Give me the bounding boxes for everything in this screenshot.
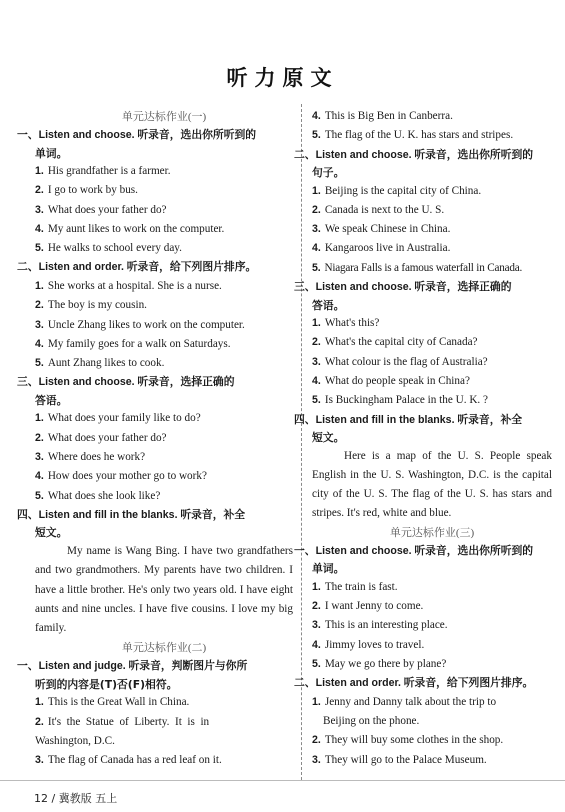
list-item: 5. Is Buckingham Palace in the U. K. ? [312, 394, 488, 407]
list-item: 5. Niagara Falls is a famous waterfall in Canada. [312, 261, 523, 274]
list-item: 4. Jimmy loves to travel. [312, 638, 425, 651]
unit-heading-1: 单元达标作业(一) [121, 111, 207, 123]
passage: My name is Wang Bing. I have two grandfathers and two grandmothers. My parents have two children. I have a little brother. He's only two years old. I have eight aunts and nine uncles. I have five cousins. I love my big family. [35, 544, 293, 635]
page-title: 听力原文 [226, 66, 339, 90]
section-heading: 一、Listen and judge. 听录音，判断图片与你所 [17, 659, 248, 673]
list-item: 2. The boy is my cousin. [35, 299, 147, 312]
section-heading: 二、Listen and order. 听录音，给下列图片排序。 [17, 260, 257, 274]
list-item: 3. Where does he work? [35, 451, 146, 464]
section-heading-cont: 短文。 [35, 526, 68, 540]
list-item: 1. Jenny and Danny talk about the trip to Beijing on the phone. [312, 695, 497, 728]
list-item: 4. What do people speak in China? [312, 374, 470, 387]
list-item: 3. The flag of Canada has a red leaf on it. [35, 754, 222, 767]
list-item: 1. The train is fast. [312, 580, 398, 593]
left-column [17, 108, 293, 771]
list-item: 1. What's this? [312, 317, 380, 330]
section-heading-cont: 单词。 [35, 146, 68, 160]
section-heading-cont: 答语。 [312, 298, 345, 312]
list-item: 1. His grandfather is a farmer. [35, 165, 171, 177]
list-item: 1. Beijing is the capital city of China. [312, 184, 482, 197]
right-column [294, 107, 552, 770]
footer-rule [0, 780, 565, 781]
list-item: 3. Uncle Zhang likes to work on the computer. [35, 318, 245, 331]
list-item: 2. I want Jenny to come. [312, 600, 424, 613]
section-heading: 二、Listen and choose. 听录音，选出你所听到的 [294, 147, 534, 161]
list-item: 1. What does your family like to do? [35, 412, 201, 425]
page-number-label: 12 / 冀教版 五上 [34, 792, 118, 805]
list-item: 4. This is Big Ben in Canberra. [312, 110, 453, 122]
list-item: 3. We speak Chinese in China. [312, 223, 451, 236]
list-item: 5. The flag of the U. K. has stars and stripes. [312, 129, 514, 142]
list-item: 2. What's the capital city of Canada? [312, 336, 478, 349]
section-heading: 一、Listen and choose. 听录音，选出你所听到的 [294, 543, 534, 557]
section-heading-cont: 答语。 [35, 393, 68, 407]
list-item: 1. This is the Great Wall in China. [35, 696, 190, 709]
section-heading: 三、Listen and choose. 听录音，选择正确的 [294, 280, 512, 294]
section-heading: 四、Listen and fill in the blanks. 听录音，补全 [294, 412, 523, 426]
list-item: 3. They will go to the Palace Museum. [312, 753, 487, 766]
list-item: 1. She works at a hospital. She is a nurse. [35, 279, 222, 292]
list-item: 4. How does your mother go to work? [35, 470, 207, 483]
list-item: 2. I go to work by bus. [35, 184, 138, 197]
unit-heading-3: 单元达标作业(三) [389, 526, 475, 539]
list-item: 2. It's the Statue of Liberty. It is in Washington, D.C. [35, 715, 210, 748]
list-item: 5. He walks to school every day. [35, 242, 182, 255]
list-item: 3. What colour is the flag of Australia? [312, 355, 488, 368]
passage: Here is a map of the U. S. People speak English in the U. S. Washington, D.C. is the capital city of the U. S. The flag of the U. S. has stars and stripes. It's red, white and blue. [312, 449, 552, 520]
section-heading: 一、Listen and choose. 听录音，选出你所听到的 [17, 128, 257, 141]
list-item: 4. My aunt likes to work on the computer. [35, 222, 225, 235]
page-footer [0, 780, 565, 812]
section-heading-cont: 短文。 [312, 431, 345, 445]
list-item: 2. Canada is next to the U. S. [312, 203, 445, 216]
section-heading: 二、Listen and order. 听录音，给下列图片排序。 [294, 676, 534, 690]
list-item: 5. May we go there by plane? [312, 657, 447, 670]
list-item: 4. My family goes for a walk on Saturdays. [35, 337, 231, 350]
section-heading-cont: 单词。 [312, 562, 345, 576]
section-heading-cont: 句子。 [312, 166, 345, 180]
list-item: 2. They will buy some clothes in the shop. [312, 734, 504, 747]
unit-heading-2: 单元达标作业(二) [121, 642, 207, 655]
section-heading: 四、Listen and fill in the blanks. 听录音，补全 [17, 507, 246, 521]
list-item: 3. What does your father do? [35, 203, 167, 216]
list-item: 5. What does she look like? [35, 489, 161, 502]
section-heading: 三、Listen and choose. 听录音，选择正确的 [17, 375, 235, 389]
section-heading-cont: 听到的内容是(T)否(F)相符。 [35, 677, 178, 691]
list-item: 5. Aunt Zhang likes to cook. [35, 357, 165, 370]
list-item: 2. What does your father do? [35, 431, 167, 444]
list-item: 4. Kangaroos live in Australia. [312, 242, 451, 255]
list-item: 3. This is an interesting place. [312, 619, 448, 632]
